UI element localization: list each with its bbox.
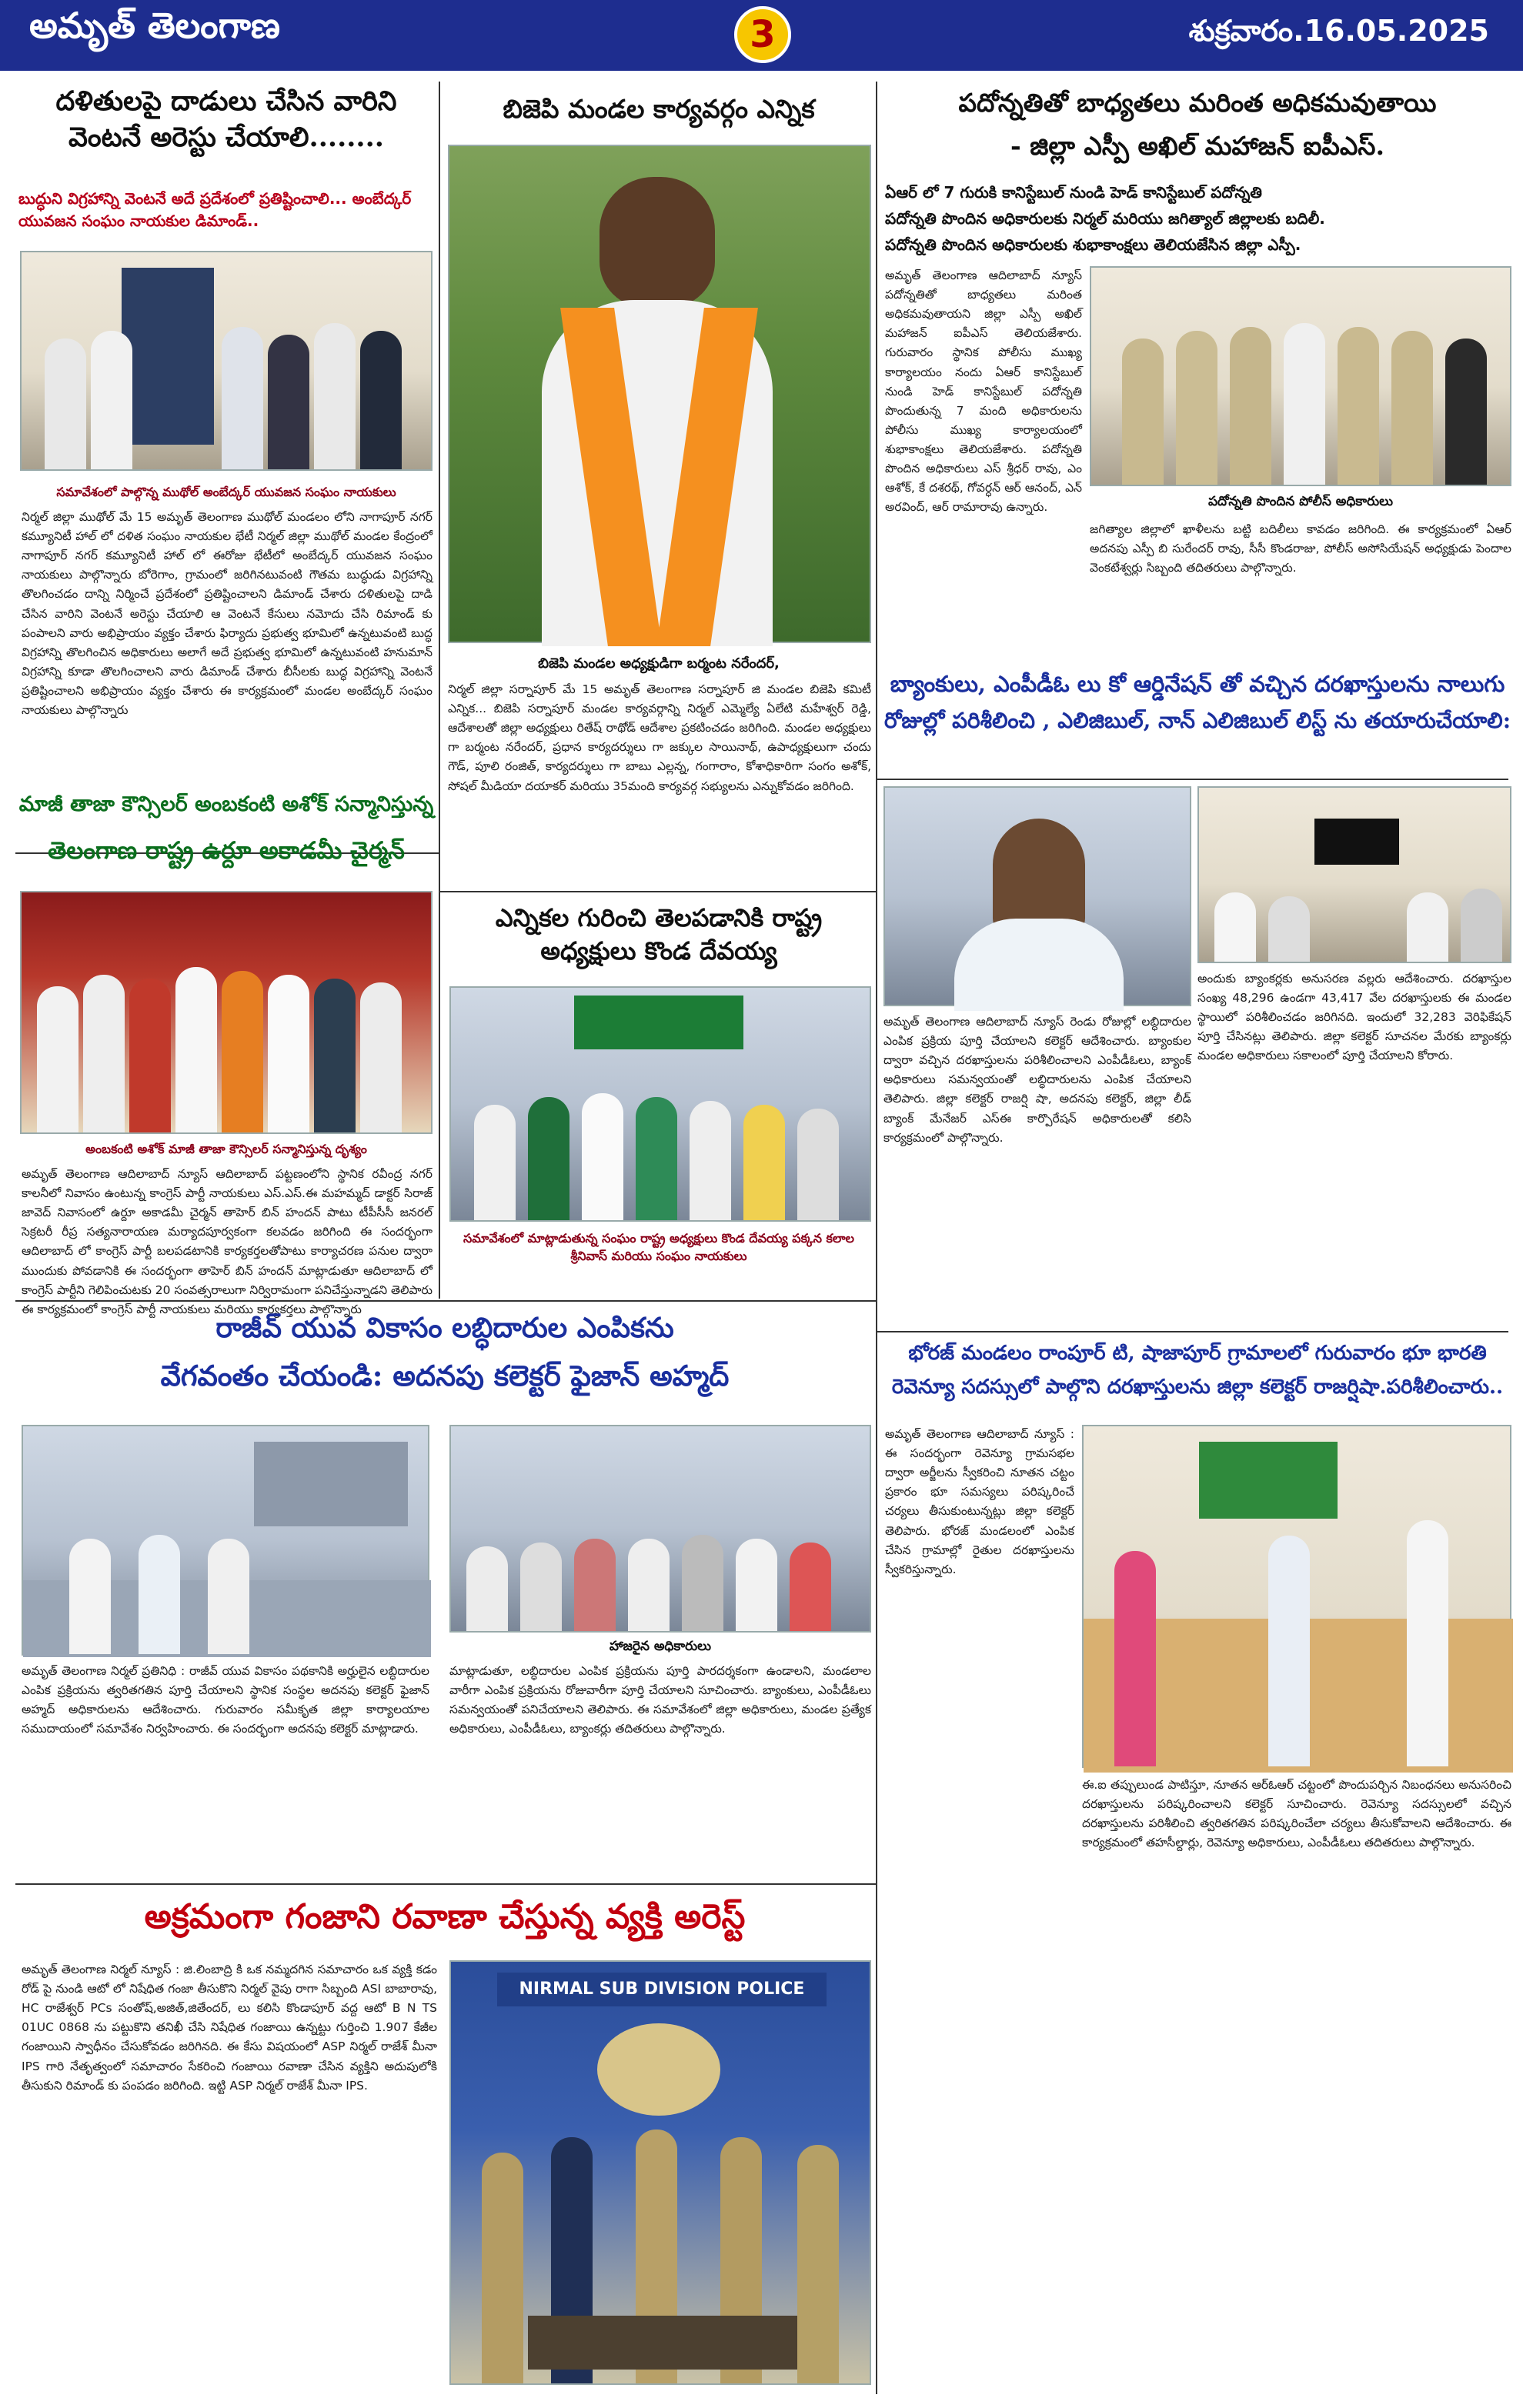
- article-body: మాట్లాడుతూ, లబ్ధిదారుల ఎంపిక ప్రక్రియను పూర్తి పారదర్శకంగా ఉండాలని, మండలాల వారీగా ఎంపిక ప్రక్రియను రోజువారీగా పూర్తి చేయాలని సూచించారు. బ్యాంకులు, ఎంపీడీఓలు సమన్వయంతో పనిచేయాలని తెలిపారు. ఈ సమావేశంలో జిల్లా అధికారులు, మండల ప్రత్యేక అధికారులు, ఎంపీడీఓలు, బ్యాంకర్లు తదితరులు పాల్గొన్నారు.: [449, 1664, 871, 1736]
- article-body: అందుకు బ్యాంకర్లకు అనుసరణ వల్లరు ఆదేశించారు. దరఖాస్తుల సంఖ్య 48,296 ఉండగా 43,417 వేల దరఖాస్తులకు ఈ మండల స్థాయిలో పరిశీలించడం జరిగినది. ఇందులో 32,283 వెరిఫికేషన్ పూర్తి చేసినట్లు తెలిపారు. జిల్లా కలెక్టర్ సూచనల మేరకు బ్యాంకర్లు మండల అధికారులు సకాలంలో పూర్తి చేయాలని కోరారు.: [1197, 972, 1511, 1063]
- ambedkar-poster: [122, 268, 214, 445]
- article-headline: దళితులపై దాడులు చేసిన వారిని వెంటనే అరెస్టు చేయాలి........: [55, 85, 397, 154]
- article-subheadline: పదోన్నతి పొందిన అధికారులకు శుభాకాంక్షలు తెలియజేసిన జిల్లా ఎస్పీ.: [885, 235, 1301, 254]
- article-subheadline: బుద్ధుని విగ్రహాన్ని వెంటనే అదే ప్రదేశంలో ప్రతిష్టించాలి... అంబేద్కర్ యువజన సంఘం నాయకుల డిమాండ్..: [18, 189, 412, 230]
- article-body: అమృత్ తెలంగాణ ఆదిలాబాద్ న్యూస్ పదోన్నతితో బాధ్యతలు మరింత అధికమవుతాయని జిల్లా ఎస్పీ అఖిల్ మహాజన్ ఐపీఎస్ తెలియజేశారు. గురువారం స్థానిక పోలీసు ముఖ్య కార్యాలయం నందు ఏఆర్ కానిస్టేబుల్ నుండి హెడ్ కానిస్టేబుల్ పదోన్నతి పొందుతున్న 7 మంది అధికారులను పోలీసు ముఖ్య కార్యాలయంలో శుభాకాంక్షలు తెలియజేశారు. పదోన్నతి పొందిన అధికారులు ఎస్ శ్రీధర్ రావు, ఎం ఆశోక్, కే దశరథ్, గోవర్ధన్ ఆర్ ఆనంద్, ఎన్ అరవింద్, ఆర్ రామారావు ఉన్నారు.: [885, 268, 1082, 515]
- article-body: అమృత్ తెలంగాణ ఆదిలాబాద్ న్యూస్ : ఈ సందర్భంగా రెవెన్యూ గ్రామసభల ద్వారా అర్జీలను స్వీకరించి నూతన చట్టం ప్రకారం భూ సమస్యలు పరిష్కరించే చర్యలు తీసుకుంటున్నట్లు జిల్లా కలెక్టర్ తెలిపారు. భోరజ్ మండలంలో ఎంపిక చేసిన గ్రామాల్లో రైతుల దరఖాస్తులను స్వీకరిస్తున్నారు.: [885, 1427, 1074, 1576]
- photo-promoted-officers: [1090, 266, 1511, 486]
- photo-bank-meeting: [1197, 786, 1511, 963]
- article-headline: పదోన్నతితో బాధ్యతలు మరింత అధికమవుతాయి: [958, 88, 1437, 118]
- police-emblem: [597, 2023, 720, 2116]
- article-body: అమృత్ తెలంగాణ నిర్మల్ ప్రతినిధి : రాజీవ్ యువ వికాసం పథకానికి అర్హులైన లబ్ధిదారుల ఎంపిక ప్రక్రియను త్వరితగతిన పూర్తి చేయాలని స్థానిక సంస్థల అదనపు కలెక్టర్ ఫైజాన్ అహ్మద్ అధికారులను ఆదేశించారు. గురువారం సమీకృత జిల్లా కార్యాలయాల సముదాయంలో సమావేశం నిర్వహించారు. ఈ సందర్భంగా అదనపు కలెక్టర్ మాట్లాడారు.: [22, 1664, 429, 1736]
- section-divider: [877, 1331, 1508, 1332]
- article-body: అమృత్ తెలంగాణ ఆదిలాబాద్ న్యూస్ రెండు రోజుల్లో లబ్ధిదారుల ఎంపిక ప్రక్రియ పూర్తి చేయాలని కలెక్టర్ ఆదేశించారు. బ్యాంకుల ద్వారా వచ్చిన దరఖాస్తులను పరిశీలించాలని ఎంపీడీఓలు, బ్యాంక్ అధికారులు సమన్వయంతో లబ్ధిదారులను ఎంపిక చేయాలని తెలిపారు. జిల్లా కలెక్టర్ రాజర్షి షా, అదనపు కలెక్టర్, జిల్లా లీడ్ బ్యాంక్ మేనేజర్ ఎస్ఈ కార్పొరేషన్ అధికారులతో కలిసి కార్యక్రమంలో పాల్గొన్నారు.: [883, 1015, 1191, 1145]
- police-sign: NIRMAL SUB DIVISION POLICE: [497, 1973, 827, 2006]
- section-divider: [440, 891, 876, 892]
- photo-bjp-president: [448, 145, 871, 643]
- article-body: నిర్మల్ జిల్లా సర్నాపూర్ మే 15 అమృత్ తెలంగాణ సర్నాపూర్ జి మండల బిజెపి కమిటీ ఎన్నిక... బిజెపి సర్నాపూర్ మండల కార్యవర్గాన్ని నిర్మల్ ఎమ్మెల్యే ఏలేటి మహేశ్వర్ రెడ్డి, ఆదేశాలతో జిల్లా అధ్యక్షులు రితేష్ రాథోడ్ ఆదేశాల ప్రకటించడం జరిగింది. మండల అధ్యక్షులు గా బర్మంట నరేందర్, ప్రధాన కార్యదర్శులు గా జక్కుల సాయినాథ్, ఉపాధ్యక్షులుగా చందు గౌడ్, పూలి రంజిత్, కార్యదర్శులు గా బాబు ఎల్లన్న, గంగారాం, కోశాధికారిగా సంగం అశోక్, సోషల్ మీడియా దయాకర్ మరియు 35మంది కార్యవర్గ సభ్యులను ఎన్నుకోవడం జరిగింది.: [448, 682, 871, 793]
- photo-caption: అంబకంటి అశోక్ మాజీ తాజా కౌన్సిలర్ సన్మానిస్తున్న దృశ్యం: [85, 1142, 367, 1156]
- tv-screen: [1314, 819, 1399, 865]
- photo-caption: బిజెపి మండల అధ్యక్షుడిగా బర్మంట నరేందర్,: [538, 655, 780, 672]
- article-body: నిర్మల్ జిల్లా ముథోల్ మే 15 అమృత్ తెలంగాణ ముథోల్ మండలం లోని నాగాపూర్ నగర్ కమ్యూనిటీ హాల్ లో దళిత సంఘం నాయకుల భేటీ నిర్మల్ జిల్లా ముథోల్ మండల కేంద్రంలో నాగాపూర్ నగర్ కమ్యూనిటీ హాల్ లో ఈరోజు భేటీలో అంబేద్కర్ యువజన సంఘం నాయకులు పాల్గొన్నారు బోరెగాం, గ్రామంలో జరిగినటువంటి గౌతమ బుద్ధుడు విగ్రహాన్ని తొలగించడం దాన్ని నిర్మించే ప్రదేశంలో ప్రతిష్టించాలని డిమాండ్ చేశారు దళితులపై దాడి చేసిన వారిని వెంటనే అరెస్టు చేయాలి ఆ వెంటనే కేసులు నమోదు చేసి రిమాండ్ కు పంపాలని వారు అభిప్రాయం వ్యక్తం చేశారు ఫిర్యాదు ప్రభుత్వ భూమిలో ఉన్నటువంటి బుద్ధ విగ్రహాన్ని తొలగించిన అధికారులు అలాగే అదే ప్రభుత్వ భూమిలో ఉన్నటువంటి హనుమాన్ విగ్రహాన్ని కూడా తొలగించాలని వారు డిమాండ్ చేశారు బీసీలకు బుద్ధ విగ్రహాన్ని వెంటనే ప్రతిష్టించాలని అభిప్రాయం వ్యక్తం చేశారు ఈ కార్యక్రమంలో మండల అంబేద్కర్ సంఘం నాయకులు పాల్గొన్నారు: [22, 510, 433, 718]
- article-headline: తెలంగాణ రాష్ట్ర ఉర్దూ అకాడమీ చైర్మన్: [48, 837, 405, 865]
- photo-caption: సమావేశంలో పాల్గొన్న ముథోల్ అంబేద్కర్ యువజన సంఘం నాయకులు: [56, 485, 396, 499]
- article-headline: రాజీవ్ యువ వికాసం లబ్ధిదారుల ఎంపికను: [215, 1312, 674, 1344]
- article-headline: బ్యాంకులు, ఎంపీడీఓ లు కో ఆర్డినేషన్ తో వచ్చిన దరఖాస్తులను నాలుగు: [890, 671, 1505, 697]
- photo-collector-desk: [883, 786, 1191, 1006]
- official-portrait: [993, 819, 1085, 934]
- photo-caption: హాజరైన అధికారులు: [609, 1639, 712, 1654]
- press-banner: [574, 996, 743, 1049]
- seized-packets: [528, 2316, 797, 2370]
- column-divider: [439, 82, 440, 1299]
- article-headline: రెవెన్యూ సదస్సులో పాల్గొని దరఖాస్తులను జిల్లా కలెక్టర్ రాజర్షిషా.పరిశీలించారు..: [891, 1376, 1504, 1399]
- column-divider: [876, 1302, 877, 2394]
- issue-date: శుక్రవారం.16.05.2025: [1188, 14, 1489, 48]
- newspaper-title: అమృత్ తెలంగాణ: [29, 5, 280, 46]
- photo-caption: పదోన్నతి పొందిన పోలీస్ అధికారులు: [1207, 494, 1394, 509]
- article-body: అమృత్ తెలంగాణ నిర్మల్ న్యూస్ : జి.లింబాద్రి కి ఒక నమ్మదగిన సమాచారం ఒక వ్యక్తి కడం రోడ్ పై నుండి ఆటో లో నిషేధిత గంజా తీసుకొని నిర్మల్ వైపు రాగా సిబ్బంది ASI బాబారావు, HC రాజేశ్వర్ PCs సంతోష్,అజిత్,జితేందర్, లు కలిసి కొండాపూర్ వద్ద ఆటో B N TS 01UC 0868 ను పట్టుకొని తనిఖీ చేసి నిషేధిత గంజాయి ఉన్నట్టు గుర్తించి 1.907 కేజీల గంజాయిని స్వాధీనం చేసుకోవడం జరిగినది. ఈ కేసు విషయంలో ASP నిర్మల్ రాజేశ్ మీనా IPS గారి నేతృత్వంలో సమాచారం సేకరించి గంజాయి రవాణా చేసిన వ్యక్తిని అదుపులోకి తీసుకుని రిమాండ్ కు పంపడం జరిగింది. ఇట్టి ASP నిర్మల్ రాజేశ్ మీనా IPS.: [22, 1963, 437, 2093]
- section-divider: [877, 779, 1508, 780]
- article-body: ఈ.ఐ తప్పులుండ పాటిస్తూ, నూతన ఆర్ఓఆర్ చట్టంలో పొందుపర్చిన నిబంధనలు అనుసరించి దరఖాస్తులను పరిష్కరించాలని కలెక్టర్ సూచించారు. రెవెన్యూ సదస్సులలో వచ్చిన దరఖాస్తులను పరిశీలించి త్వరితగతిన పరిష్కరించేలా చర్యలు తీసుకోవాలని ఆదేశించారు. ఈ కార్యక్రమంలో తహసీల్దార్లు, రెవెన్యూ అధికారులు, ఎంపీడీఓలు తదితరులు పాల్గొన్నారు.: [1082, 1778, 1511, 1850]
- article-headline: ఎన్నికల గురించి తెలపడానికి రాష్ట్ర అధ్యక్షులు కొండ దేవయ్య: [495, 903, 823, 966]
- article-headline: మాజీ తాజా కౌన్సిలర్ అంబకంటి అశోక్ సన్మానిస్తున్న: [18, 792, 434, 816]
- photo-press-meet: [449, 986, 871, 1222]
- article-body: అమృత్ తెలంగాణ ఆదిలాబాద్ న్యూస్ ఆదిలాబాద్ పట్టణంలోని స్థానిక రవీంద్ర నగర్ కాలనీలో నివాసం ఉంటున్న కాంగ్రెస్ పార్టీ నాయకులు ఎస్.ఎస్.ఈ మహమ్మద్ డాక్టర్ సిరాజ్ జావెద్ నివాసంలో ఉర్దూ అకాడమీ చైర్మన్ తాహెర్ బిన్ హందన్ పాటు టీపీసీసీ జనరల్ సెక్రటరీ రీప్ర సత్యనారాయణ మర్యాదపూర్వకంగా కలవడం జరిగింది ఈ సందర్భంగా ఆదిలాబాద్ లో కాంగ్రెస్ పార్టీ బలపడటానికి కార్యకర్తలతోపాటు కార్యాచరణ పనుల ద్వారా ముందుకు పోవడానికి ఈ సందర్భంగా తాహెర్ బిన్ హందన్ మాట్లాడుతూ ఆదిలాబాద్ లో కాంగ్రెస్ పార్టీని గెలిపించుటకు 20 సంవత్సరాలుగా నిర్విరామంగా పనిచేస్తున్నాడని తెలిపారు ఈ కార్యక్రమంలో కాంగ్రెస్ పార్టీ నాయకులు మరియు కార్యకర్తలు పాల్గొన్నారు: [22, 1167, 433, 1316]
- photo-ambedkar-meeting: [20, 251, 433, 471]
- section-divider: [15, 1883, 876, 1885]
- bhu-bharati-banner: [1199, 1442, 1338, 1519]
- article-subheadline: పదోన్నతి పొందిన అధికారులకు నిర్మల్ మరియు జగిత్యాల్ జిల్లాలకు బదిలీ.: [885, 209, 1325, 228]
- article-subheadline: ఏఆర్ లో 7 గురుకి కానిస్టేబుల్ నుండి హెడ్ కానిస్టేబుల్ పదోన్నతి: [885, 183, 1262, 202]
- article-headline: భోరజ్ మండలం రాంపూర్ టి, షాజాపూర్ గ్రామాలలో గురువారం భూ భారతి: [908, 1342, 1487, 1365]
- conference-hall-sign: [254, 1442, 408, 1526]
- photo-urdu-felicitation: [20, 891, 433, 1134]
- article-headline: బిజెపి మండల కార్యవర్గం ఎన్నిక: [503, 94, 815, 124]
- photo-police-arrest: [449, 1960, 871, 2385]
- photo-officials-audience: [449, 1425, 871, 1633]
- article-headline: రోజుల్లో పరిశీలించి , ఎలిజిబుల్, నాన్ ఎలిజిబుల్ లిస్ట్ ను తయారుచేయాలి:: [883, 708, 1511, 733]
- article-headline: - జిల్లా ఎస్పీ అఖిల్ మహాజన్ ఐపీఎస్.: [1010, 131, 1384, 161]
- article-body: జగిత్యాల జిల్లాలో ఖాళీలను బట్టి బదిలీలు కావడం జరిగింది. ఈ కార్యక్రమంలో ఏఆర్ అదనపు ఎస్పీ బి సురేందర్ రావు, సీసీ కొండరాజు, పోలీస్ అసోసియేషన్ అధ్యక్షుడు పెందాల వెంకటేశ్వర్లు సిబ్బంది తదితరులు పాల్గొన్నారు.: [1090, 522, 1511, 575]
- column-divider: [876, 82, 877, 1336]
- photo-conference-hall: [22, 1425, 429, 1656]
- page-number-badge: 3: [734, 6, 791, 63]
- portrait-head: [600, 177, 715, 308]
- photo-caption: సమావేశంలో మాట్లాడుతున్న సంఘం రాష్ట్ర అధ్యక్షులు కొండ దేవయ్య పక్కన కలాల శ్రీనివాస్ మరియు సంఘం నాయకులు: [463, 1231, 854, 1264]
- article-headline: అక్రమంగా గంజాని రవాణా చేస్తున్న వ్యక్తి అరెస్ట్: [144, 1897, 746, 1936]
- article-headline: వేగవంతం చేయండి: అదనపు కలెక్టర్ ఫైజాన్ అహ్మద్: [160, 1359, 730, 1392]
- photo-revenue-sadassu: [1082, 1425, 1511, 1768]
